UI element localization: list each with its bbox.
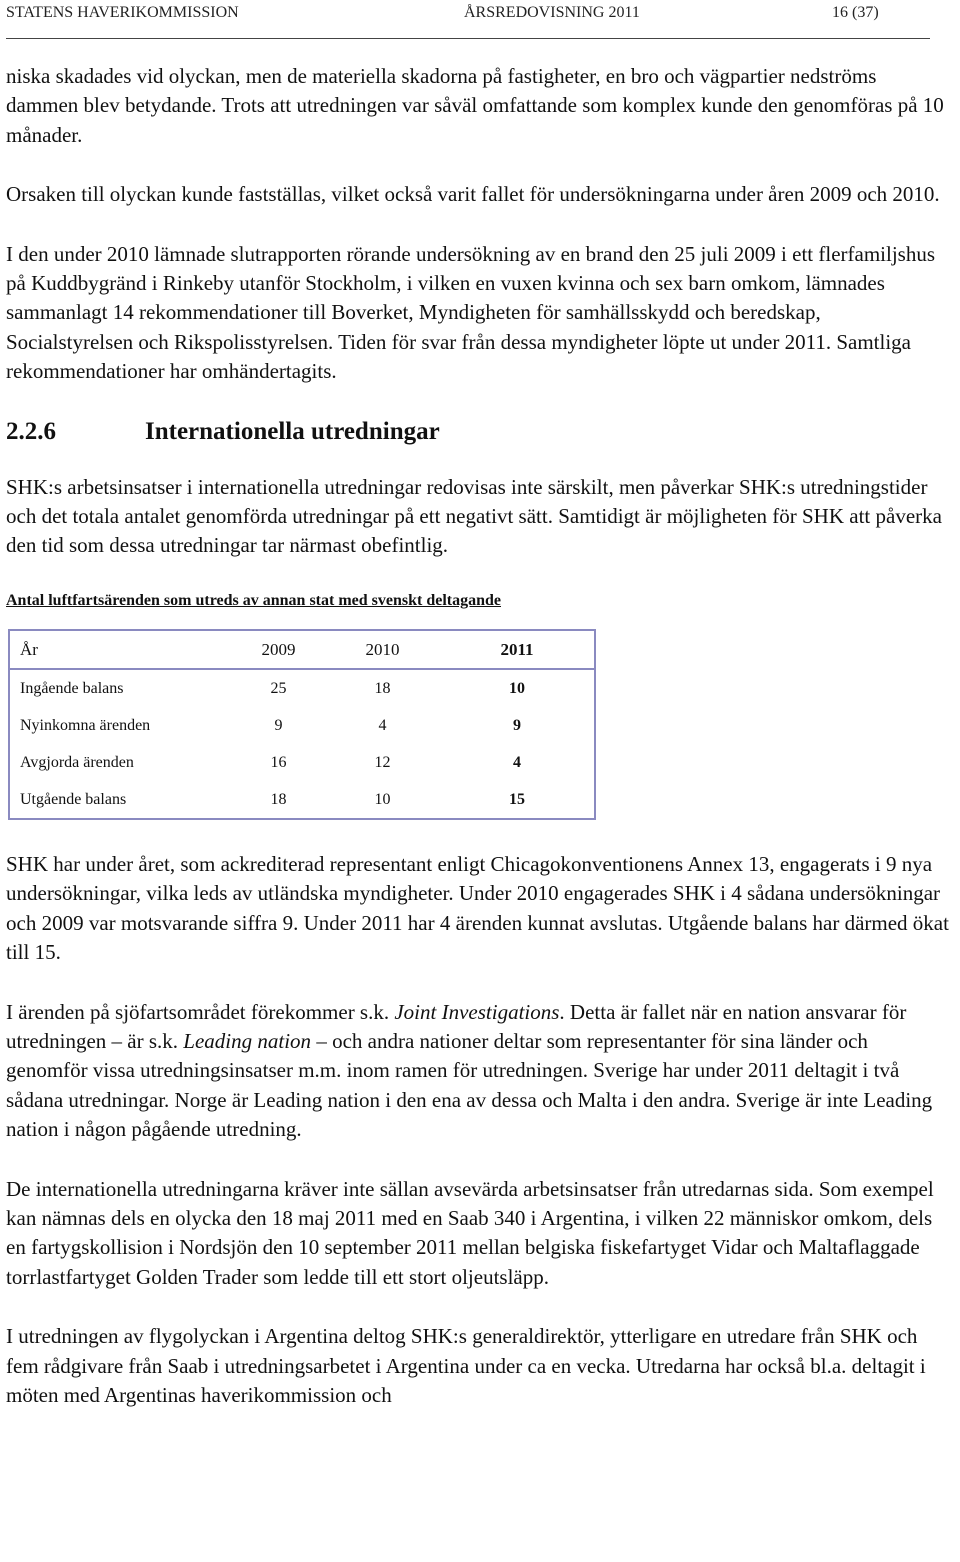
table-row	[9, 744, 595, 781]
table-cell: 9	[274, 716, 283, 734]
section-heading	[6, 417, 952, 447]
table-cell: Ingående balans	[20, 679, 124, 697]
table-cell: 4	[378, 716, 387, 734]
table-cell: 18	[374, 679, 391, 697]
table-cell: Avgjorda ärenden	[20, 753, 134, 771]
term-joint-investigations: Joint Investigations	[394, 999, 560, 1024]
table-row	[9, 781, 595, 819]
paragraph-annex13: SHK har under året, som ackrediterad representant enligt Chicagokonventionens Annex 13, engagerats i 9 nya undersökningar, vilka leds av utländska myndigheter. Under 2010 engagerades SHK i 4 sådana undersökningar och 2009 var motsvarande siffra 9. Under 2011 har 4 ärenden kunnat avslutas. Utgående balans har därmed ökat till 15.	[6, 851, 949, 965]
table-caption: Antal luftfartsärenden som utreds av annan stat med svenskt deltagande	[6, 591, 501, 609]
paragraph-joint-investigations: I ärenden på sjöfartsområdet förekommer s.k. Joint Investigations. Detta är fallet när en nation ansvarar för utredningen – är s.k. Leading nation – och andra nationer deltar som representanter för sina länder och genomför vissa utredningsinsatser m.m. inom ramen för utredningen. Sverige har under 2011 deltagit i två sådana utredningar. Norge är Leading nation i den ena av dessa och Malta i den andra. Sverige är inte Leading nation i någon pågående utredning.	[6, 999, 933, 1142]
table-cell: 16	[270, 753, 287, 771]
statistics-table	[8, 629, 596, 820]
page-header	[6, 4, 930, 26]
table-row	[9, 669, 595, 707]
paragraph-rinkeby-fire: I den under 2010 lämnade slutrapporten rörande undersökning av en brand den 25 juli 2009 i ett flerfamiljshus på Kuddbygränd i Rinkeby utanför Stockholm, i vilken en vuxen kvinna och sex barn omkom, lämnades sammanlagt 14 rekommendationer till Boverket, Myndigheten för samhällsskydd och beredskap, Socialstyrelsen och Rikspolisstyrelsen. Tiden för svar från dessa myndigheter löpte ut under 2011. Samtliga rekommendationer har omhändertagits.	[6, 241, 936, 384]
header-divider	[6, 38, 930, 39]
table-cell: 18	[270, 790, 287, 808]
paragraph-cause: Orsaken till olyckan kunde fastställas, vilket också varit fallet för undersökningarna under åren 2009 och 2010.	[6, 182, 940, 207]
table-cell: Nyinkomna ärenden	[20, 716, 151, 734]
table-header-cell: 2010	[325, 630, 440, 669]
table-header-cell: 2011	[440, 630, 595, 669]
term-leading-nation: Leading nation	[183, 1028, 312, 1053]
paragraph-dam-damage: niska skadades vid olyckan, men de materiella skadorna på fastigheter, en bro och vägpartier nedströms dammen blev betydande. Trots att utredningen var såväl omfattande som komplex kunde den genomföras på 10 månader.	[6, 64, 944, 147]
paragraph-international-work: SHK:s arbetsinsatser i internationella utredningar redovisas inte särskilt, men påverkar SHK:s utredningstider och det totala antalet genomförda utredningar på ett negativt sätt. Samtidigt är möjligheten för SHK att påverka den tid som dessa utredningar tar närmast obefintlig.	[6, 474, 942, 558]
table-cell: 9	[513, 716, 521, 734]
header-report-title: ÅRSREDOVISNING 2011	[464, 4, 640, 21]
table-row	[9, 707, 595, 744]
header-org: STATENS HAVERIKOMMISSION	[6, 4, 239, 21]
table-cell: 12	[374, 753, 391, 771]
section-number: 2.2.6	[6, 417, 56, 445]
document-body	[6, 62, 952, 1440]
table-cell: 10	[374, 790, 391, 808]
table-cell: Utgående balans	[20, 790, 127, 808]
table-cell: 15	[509, 790, 525, 808]
table-header-cell: År	[9, 630, 232, 669]
table-header-cell: 2009	[232, 630, 325, 669]
table-header-row	[9, 630, 595, 669]
table-cell: 4	[513, 753, 521, 771]
paragraph-workload-examples: De internationella utredningarna kräver inte sällan avsevärda arbetsinsatser från utredarnas sida. Som exempel kan nämnas dels en olycka den 18 maj 2011 med en Saab 340 i Argentina, i vilken 22 människor omkom, dels en fartygskollision i Nordsjön den 10 september 2011 mellan belgiska fiskefartyget Vidar och Maltaflaggade torrlastfartyget Golden Trader som ledde till ett stort oljeutsläpp.	[6, 1176, 934, 1289]
header-page-number: 16 (37)	[832, 4, 879, 21]
section-title: Internationella utredningar	[145, 417, 440, 445]
table-cell: 25	[270, 679, 287, 697]
paragraph-argentina: I utredningen av flygolyckan i Argentina deltog SHK:s generaldirektör, ytterligare en utredare från SHK och fem rådgivare från Saab i utredningsarbetet i Argentina under ca en vecka. Utredarna har också bl.a. deltagit i möten med Argentinas haverikommission och	[6, 1324, 926, 1407]
table-cell: 10	[509, 679, 525, 697]
